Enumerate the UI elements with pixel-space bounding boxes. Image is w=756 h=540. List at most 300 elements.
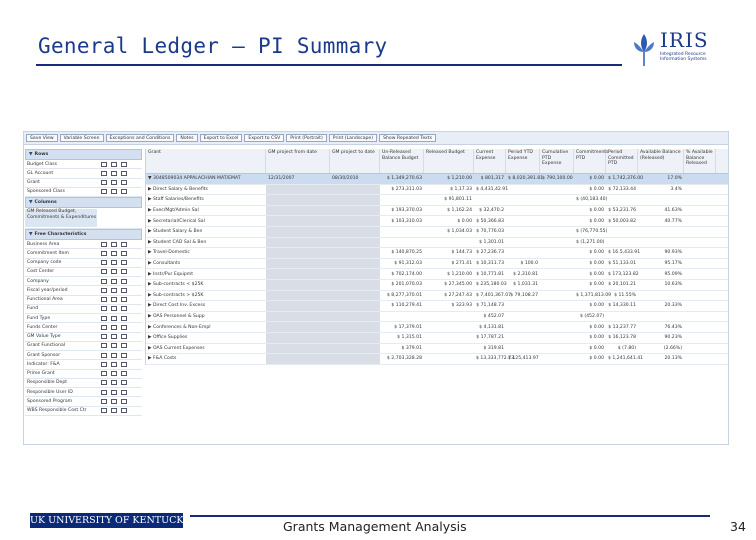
empty-date-cells — [266, 344, 380, 354]
toolbar-button[interactable]: Save View — [26, 134, 58, 142]
swap-axis-icon[interactable] — [111, 380, 117, 385]
table-row[interactable] — [146, 344, 728, 355]
expand-icon[interactable]: ▶ — [148, 303, 153, 309]
value-cell: $ 17,787.21 — [476, 335, 504, 341]
column-header[interactable]: Available Balance (Released) — [638, 149, 684, 173]
value-cell: $ 201,070.03 — [391, 282, 422, 288]
filter-icon[interactable] — [101, 353, 107, 358]
filter-icon[interactable] — [101, 288, 107, 293]
nav-free-characteristic[interactable]: WBS Responsible Cost Ctr — [25, 407, 142, 416]
value-cell: 40.77% — [664, 218, 682, 224]
swap-axis-icon[interactable] — [111, 171, 117, 176]
drilldown-icon[interactable] — [121, 189, 127, 194]
grant-cell[interactable]: ▶ Direct Salary & Benefits — [148, 186, 208, 192]
nav-row-item[interactable]: Budget Class — [25, 160, 142, 169]
value-cell: $ 702,174.00 — [391, 271, 422, 277]
value-cell: $ 1,034.03 — [447, 229, 472, 235]
value-cell: $ 1,17.33 — [450, 186, 472, 192]
slide-title: General Ledger – PI Summary — [38, 34, 388, 58]
table-row[interactable] — [146, 248, 728, 259]
grant-cell[interactable]: ▶ OAS Current Expenses — [148, 345, 205, 351]
value-cell: $ 801,317 — [480, 176, 504, 182]
grant-cell[interactable]: ▶ Exec/Mgt/Admin Sal — [148, 208, 199, 214]
value-cell: $ 27,236.73 — [476, 250, 504, 256]
filter-icon[interactable] — [101, 260, 107, 265]
value-cell: 20.13% — [664, 356, 682, 362]
grant-cell[interactable]: ▶ Secretarial/Clerical Sal — [148, 218, 205, 224]
filter-icon[interactable] — [101, 162, 107, 167]
value-cell: $ 20,101.21 — [608, 282, 636, 288]
drilldown-icon[interactable] — [121, 279, 127, 284]
expand-icon[interactable]: ▶ — [148, 218, 153, 224]
nav-free-characteristic[interactable]: Indicator: F&A — [25, 360, 142, 369]
value-cell: $ 70,776.03 — [476, 229, 504, 235]
value-cell: $ 16,123.78 — [608, 335, 636, 341]
results-grid — [145, 149, 728, 365]
empty-date-cells — [266, 195, 380, 205]
grant-cell[interactable]: ▶ Conferences & Non-Empl — [148, 324, 211, 330]
expand-icon[interactable]: ▶ — [148, 239, 153, 245]
nav-row-item[interactable]: Sponsored Class — [25, 188, 142, 197]
value-cell: $ 53,231.76 — [608, 208, 636, 214]
date-cell: 12/31/2007 — [268, 176, 295, 182]
nav-free-characteristic[interactable]: Business Area — [25, 240, 142, 249]
table-row[interactable] — [146, 312, 728, 323]
value-cell: $ 32,470.2 — [479, 208, 504, 214]
value-cell: 76.43% — [664, 324, 682, 330]
column-header[interactable]: GM project to date — [330, 149, 380, 173]
nav-free-characteristic[interactable]: Company code — [25, 259, 142, 268]
value-cell: $ 51,133.01 — [608, 261, 636, 267]
free-characteristics-header[interactable]: ▼ Free Characteristics — [25, 229, 142, 240]
value-cell: $ 91,312.03 — [394, 261, 422, 267]
toolbar-button[interactable]: Export to CSV — [244, 134, 284, 142]
grant-cell[interactable]: ▶ Office Supplies — [148, 335, 188, 341]
filter-icon[interactable] — [101, 325, 107, 330]
column-header[interactable]: Cumulative PTD Expense — [540, 149, 574, 173]
table-row[interactable] — [146, 174, 728, 185]
value-cell: $ 1,210.00 — [447, 176, 472, 182]
swap-axis-icon[interactable] — [111, 269, 117, 274]
drilldown-icon[interactable] — [121, 306, 127, 311]
column-item[interactable]: GM Released Budget, Commitments & Expenditures — [25, 208, 142, 229]
value-cell: $ 0.00 — [457, 218, 472, 224]
empty-date-cells — [266, 312, 380, 322]
empty-date-cells — [266, 322, 380, 332]
grid-header — [146, 149, 728, 174]
value-cell: $ 8,020,391.81 — [508, 176, 544, 182]
toolbar-button[interactable]: Print (Portrait) — [286, 134, 327, 142]
value-cell: 95.17% — [664, 261, 682, 267]
column-header[interactable]: Grant — [146, 149, 266, 173]
value-cell: $ 1,315.01 — [397, 335, 422, 341]
value-cell: $ 0.00 — [589, 324, 604, 330]
iris-logo — [630, 30, 730, 70]
nav-free-characteristic[interactable]: Commitment Item — [25, 249, 142, 258]
swap-axis-icon[interactable] — [111, 362, 117, 367]
swap-axis-icon[interactable] — [111, 242, 117, 247]
value-cell: (2.66%) — [663, 345, 682, 351]
value-cell: $ 2,310.81 — [513, 271, 538, 277]
logo-text: IRIS — [660, 28, 709, 52]
value-cell: $ 0.00 — [589, 218, 604, 224]
page-number: 34 — [730, 519, 746, 534]
swap-axis-icon[interactable] — [111, 316, 117, 321]
value-cell: $ 50,366.83 — [476, 218, 504, 224]
value-cell: $ 319.81 — [483, 345, 504, 351]
drilldown-icon[interactable] — [121, 371, 127, 376]
drilldown-icon[interactable] — [121, 399, 127, 404]
drilldown-icon[interactable] — [121, 162, 127, 167]
drilldown-icon[interactable] — [121, 297, 127, 302]
expand-icon[interactable]: ▶ — [148, 271, 153, 277]
swap-axis-icon[interactable] — [111, 343, 117, 348]
value-cell: 20.33% — [664, 303, 682, 309]
value-cell: $ 0.00 — [589, 282, 604, 288]
table-row[interactable] — [146, 185, 728, 196]
expand-icon[interactable]: ▶ — [148, 356, 153, 362]
value-cell: $ 0.00 — [589, 208, 604, 214]
value-cell: $ 1,241,641.41 — [608, 356, 644, 362]
toolbar-button[interactable]: Variable Screen — [60, 134, 104, 142]
filter-icon[interactable] — [101, 390, 107, 395]
value-cell: $ 0.00 — [589, 250, 604, 256]
value-cell: $ 1,162.24 — [447, 208, 472, 214]
value-cell: $ 27,345.00 — [444, 282, 472, 288]
swap-axis-icon[interactable] — [111, 260, 117, 265]
value-cell: $ 1,301.01 — [479, 239, 504, 245]
nav-free-characteristic[interactable]: Responsible User ID — [25, 388, 142, 397]
column-header[interactable]: Current Expense — [474, 149, 506, 173]
title-underline — [36, 64, 622, 66]
grant-cell[interactable]: ▶ Student Salary & Ben — [148, 229, 203, 235]
grant-cell[interactable]: ▶ Instr/Pur Equipmt — [148, 271, 194, 277]
drilldown-icon[interactable] — [121, 343, 127, 348]
column-header[interactable]: Period Committed PTD — [606, 149, 638, 173]
drilldown-icon[interactable] — [121, 334, 127, 339]
table-row[interactable] — [146, 216, 728, 227]
swap-axis-icon[interactable] — [111, 279, 117, 284]
empty-date-cells — [266, 333, 380, 343]
value-cell: $ 273,311.03 — [391, 186, 422, 192]
filter-icon[interactable] — [101, 343, 107, 348]
value-cell: $ 100.0 — [520, 261, 538, 267]
value-cell: $ 379.01 — [401, 345, 422, 351]
drilldown-icon[interactable] — [121, 325, 127, 330]
footer-text: Grants Management Analysis — [283, 519, 467, 534]
value-cell: $ 0.00 — [589, 176, 604, 182]
value-cell: $ 0.00 — [589, 186, 604, 192]
nav-free-characteristic[interactable]: Cost Center — [25, 268, 142, 277]
university-of-kentucky-logo: UK UNIVERSITY OF KENTUCKY — [30, 515, 190, 526]
value-cell: $ 71,148.73 — [476, 303, 504, 309]
value-cell: $ 0.00 — [589, 261, 604, 267]
value-cell: $ 323.93 — [451, 303, 472, 309]
swap-axis-icon[interactable] — [111, 353, 117, 358]
footer-rule — [190, 515, 710, 517]
filter-icon[interactable] — [101, 180, 107, 185]
drilldown-icon[interactable] — [121, 260, 127, 265]
swap-axis-icon[interactable] — [111, 189, 117, 194]
column-header[interactable]: GM project from date — [266, 149, 330, 173]
value-cell: $ 1,031.31 — [513, 282, 538, 288]
value-cell: $ 16.5,433.91 — [608, 250, 641, 256]
grant-cell[interactable]: ▶ Student CAD Sal & Ben — [148, 239, 207, 245]
value-cell: $ (7.80) — [617, 345, 636, 351]
column-header[interactable]: Period YTD Expense — [506, 149, 540, 173]
value-cell: 90.23% — [664, 335, 682, 341]
filter-icon[interactable] — [101, 189, 107, 194]
empty-date-cells — [266, 301, 380, 311]
nav-free-characteristic[interactable]: Company — [25, 277, 142, 286]
value-cell: $ 91,801.11 — [444, 197, 472, 203]
swap-axis-icon[interactable] — [111, 180, 117, 185]
empty-date-cells — [266, 280, 380, 290]
swap-axis-icon[interactable] — [111, 251, 117, 256]
value-cell: $ 0.00 — [589, 356, 604, 362]
empty-date-cells — [266, 238, 380, 248]
empty-date-cells — [266, 206, 380, 216]
value-cell: $ 7,401,367.07 — [476, 292, 512, 298]
value-cell: $ (76,770.55) — [576, 229, 608, 235]
swap-axis-icon[interactable] — [111, 371, 117, 376]
nav-free-characteristic[interactable]: Fiscal year/period — [25, 286, 142, 295]
table-row[interactable] — [146, 238, 728, 249]
swap-axis-icon[interactable] — [111, 408, 117, 413]
drilldown-icon[interactable] — [121, 269, 127, 274]
value-cell: 17.0% — [667, 176, 682, 182]
table-row[interactable] — [146, 354, 728, 365]
filter-icon[interactable] — [101, 362, 107, 367]
value-cell: 90.93% — [664, 250, 682, 256]
value-cell: $ 0.00 — [589, 345, 604, 351]
nav-free-characteristic[interactable]: Funds Center — [25, 323, 142, 332]
value-cell: $ 50,003.82 — [608, 218, 636, 224]
value-cell: $ 790,100.00 — [542, 176, 573, 182]
empty-date-cells — [266, 354, 380, 364]
expand-icon[interactable]: ▶ — [148, 292, 153, 298]
table-row[interactable] — [146, 333, 728, 344]
filter-icon[interactable] — [101, 371, 107, 376]
filter-icon[interactable] — [101, 279, 107, 284]
drilldown-icon[interactable] — [121, 288, 127, 293]
drilldown-icon[interactable] — [121, 251, 127, 256]
grant-cell[interactable]: ▶ Direct Cost Inv. Excess — [148, 303, 206, 309]
value-cell: $ 271.41 — [451, 261, 472, 267]
filter-icon[interactable] — [101, 408, 107, 413]
value-cell: $ 0.00 — [589, 303, 604, 309]
table-row[interactable] — [146, 259, 728, 270]
value-cell: $ 72,133.44 — [608, 186, 636, 192]
empty-date-cells — [266, 269, 380, 279]
expand-icon[interactable]: ▶ — [148, 208, 153, 214]
filter-icon[interactable] — [101, 171, 107, 176]
table-row[interactable] — [146, 206, 728, 217]
toolbar-button[interactable]: Export to Excel — [200, 134, 243, 142]
filter-icon[interactable] — [101, 269, 107, 274]
value-cell: 41.63% — [664, 208, 682, 214]
nav-free-characteristic[interactable]: Fund Type — [25, 314, 142, 323]
value-cell: $ 27,247.43 — [444, 292, 472, 298]
value-cell: $ 110,279.41 — [391, 303, 422, 309]
swap-axis-icon[interactable] — [111, 325, 117, 330]
grant-cell[interactable]: ▶ F&A Costs — [148, 356, 177, 362]
toolbar-button[interactable]: Print (Landscape) — [329, 134, 377, 142]
expand-icon[interactable]: ▶ — [148, 314, 153, 320]
value-cell: $ 235,180.03 — [476, 282, 507, 288]
value-cell: $ 452.07 — [483, 314, 504, 320]
grant-cell[interactable]: ▶ Staff Salaries/Benefits — [148, 197, 204, 203]
expand-icon[interactable]: ▶ — [148, 261, 153, 267]
swap-axis-icon[interactable] — [111, 390, 117, 395]
column-header[interactable]: Commitments PTD — [574, 149, 606, 173]
table-row[interactable] — [146, 291, 728, 302]
value-cell: $ 0.00 — [589, 271, 604, 277]
toolbar-button[interactable]: Notes — [176, 134, 197, 142]
iris-flower-icon — [630, 30, 658, 68]
swap-axis-icon[interactable] — [111, 297, 117, 302]
value-cell: $ 103,310.03 — [391, 218, 422, 224]
value-cell: 95.09% — [664, 271, 682, 277]
nav-free-characteristic[interactable]: Grant Functional — [25, 342, 142, 351]
filter-icon[interactable] — [101, 251, 107, 256]
rows-section-header[interactable]: ▼ Rows — [25, 149, 142, 160]
value-cell: $ 193,370.03 — [391, 208, 422, 214]
value-cell: $ 4,431,42.91 — [476, 186, 509, 192]
nav-free-characteristic[interactable]: Grant Sponsor — [25, 351, 142, 360]
navigation-pane — [25, 149, 142, 416]
nav-free-characteristic[interactable]: Fund — [25, 305, 142, 314]
value-cell: $ 14,330.11 — [608, 303, 636, 309]
value-cell: $ 1,742,376.00 — [608, 176, 644, 182]
table-row[interactable] — [146, 227, 728, 238]
expand-icon[interactable]: ▶ — [148, 335, 153, 341]
nav-free-characteristic[interactable]: GM Value Type — [25, 333, 142, 342]
value-cell: $ (452.07) — [579, 314, 604, 320]
value-cell: $ 17,379.01 — [394, 324, 422, 330]
toolbar-button[interactable]: Show Repeated Texts — [379, 134, 436, 142]
expand-icon[interactable]: ▶ — [148, 324, 153, 330]
column-header[interactable]: % Available Balance Released — [684, 149, 716, 173]
value-cell: $ 11.55% — [614, 292, 636, 298]
empty-date-cells — [266, 185, 380, 195]
swap-axis-icon[interactable] — [111, 306, 117, 311]
empty-date-cells — [266, 248, 380, 258]
drilldown-icon[interactable] — [121, 242, 127, 247]
table-row[interactable] — [146, 269, 728, 280]
value-cell: $ 79,108.27 — [510, 292, 538, 298]
nav-row-item[interactable]: Grant — [25, 179, 142, 188]
value-cell: $ 2,703,328.28 — [386, 356, 422, 362]
expand-icon[interactable]: ▶ — [148, 186, 153, 192]
value-cell: 3.4% — [670, 186, 682, 192]
expand-icon[interactable]: ▶ — [148, 197, 153, 203]
expand-icon[interactable]: ▶ — [148, 282, 153, 288]
grant-cell[interactable]: ▶ Consultants — [148, 261, 181, 267]
empty-date-cells — [266, 227, 380, 237]
value-cell: $ 4,131.81 — [479, 324, 504, 330]
value-cell: $ 8,277,370.01 — [386, 292, 422, 298]
drilldown-icon[interactable] — [121, 380, 127, 385]
column-header[interactable]: Released Budget — [424, 149, 474, 173]
table-row[interactable] — [146, 301, 728, 312]
filter-icon[interactable] — [101, 316, 107, 321]
drilldown-icon[interactable] — [121, 180, 127, 185]
value-cell: $ 144.73 — [451, 250, 472, 256]
filter-icon[interactable] — [101, 297, 107, 302]
drilldown-icon[interactable] — [121, 316, 127, 321]
filter-icon[interactable] — [101, 306, 107, 311]
expand-icon[interactable]: ▶ — [148, 229, 153, 235]
value-cell: $ (40,183.40) — [576, 197, 608, 203]
nav-free-characteristic[interactable]: Functional Area — [25, 296, 142, 305]
empty-date-cells — [266, 259, 380, 269]
expand-icon[interactable]: ▼ — [148, 176, 153, 182]
value-cell: $ 1,210.00 — [447, 271, 472, 277]
report-toolbar — [24, 132, 728, 145]
empty-date-cells — [266, 291, 380, 301]
logo-subtitle: Integrated Resource Information Systems — [660, 52, 707, 62]
grant-cell[interactable]: ▶ OAS Personnel & Supp — [148, 314, 205, 320]
filter-icon[interactable] — [101, 242, 107, 247]
value-cell: 10.63% — [664, 282, 682, 288]
grant-cell[interactable]: ▶ Sub-contracts > $25K — [148, 292, 204, 298]
expand-icon[interactable]: ▶ — [148, 250, 153, 256]
empty-date-cells — [266, 216, 380, 226]
drilldown-icon[interactable] — [121, 171, 127, 176]
table-row[interactable] — [146, 195, 728, 206]
bex-report-screenshot — [23, 131, 729, 445]
value-cell: $ 10,771.81 — [476, 271, 504, 277]
column-header[interactable]: Un-Released Balance Budget — [380, 149, 424, 173]
value-cell: $ 125,413.97 — [508, 356, 539, 362]
value-cell: $ (1,271.00) — [576, 239, 605, 245]
nav-free-characteristic[interactable]: Responsible Dept — [25, 379, 142, 388]
date-cell: 08/30/2010 — [332, 176, 359, 182]
value-cell: $ 140,870.25 — [391, 250, 422, 256]
filter-icon[interactable] — [101, 334, 107, 339]
swap-axis-icon[interactable] — [111, 288, 117, 293]
table-row[interactable] — [146, 280, 728, 291]
value-cell: $ 13,333,772.73 — [476, 356, 514, 362]
grant-cell[interactable]: ▶ Travel-Domestic — [148, 250, 190, 256]
swap-axis-icon[interactable] — [111, 162, 117, 167]
grant-cell[interactable]: ▶ Sub-contracts < $25K — [148, 282, 204, 288]
filter-icon[interactable] — [101, 380, 107, 385]
expand-icon[interactable]: ▶ — [148, 345, 153, 351]
value-cell: $ 173,123.82 — [608, 271, 639, 277]
table-row[interactable] — [146, 322, 728, 333]
drilldown-icon[interactable] — [121, 390, 127, 395]
value-cell: $ 10,311.73 — [476, 261, 504, 267]
value-cell: $ 0.00 — [589, 335, 604, 341]
drilldown-icon[interactable] — [121, 408, 127, 413]
value-cell: $ 1,371,813.09 — [576, 292, 612, 298]
swap-axis-icon[interactable] — [111, 334, 117, 339]
nav-free-characteristic[interactable]: Prime Grant — [25, 370, 142, 379]
toolbar-button[interactable]: Exceptions and Conditions — [106, 134, 175, 142]
value-cell: $ 13,237.77 — [608, 324, 636, 330]
nav-row-item[interactable]: GL Account — [25, 169, 142, 178]
filter-icon[interactable] — [101, 399, 107, 404]
grant-cell[interactable]: ▼ 3048509034 APPALACHIAN MAT/EMAT — [148, 176, 241, 182]
columns-section-header[interactable]: ▼ Columns — [25, 197, 142, 208]
value-cell: $ 1,349,270.63 — [386, 176, 422, 182]
drilldown-icon[interactable] — [121, 362, 127, 367]
swap-axis-icon[interactable] — [111, 399, 117, 404]
drilldown-icon[interactable] — [121, 353, 127, 358]
nav-free-characteristic[interactable]: Sponsored Program — [25, 397, 142, 406]
